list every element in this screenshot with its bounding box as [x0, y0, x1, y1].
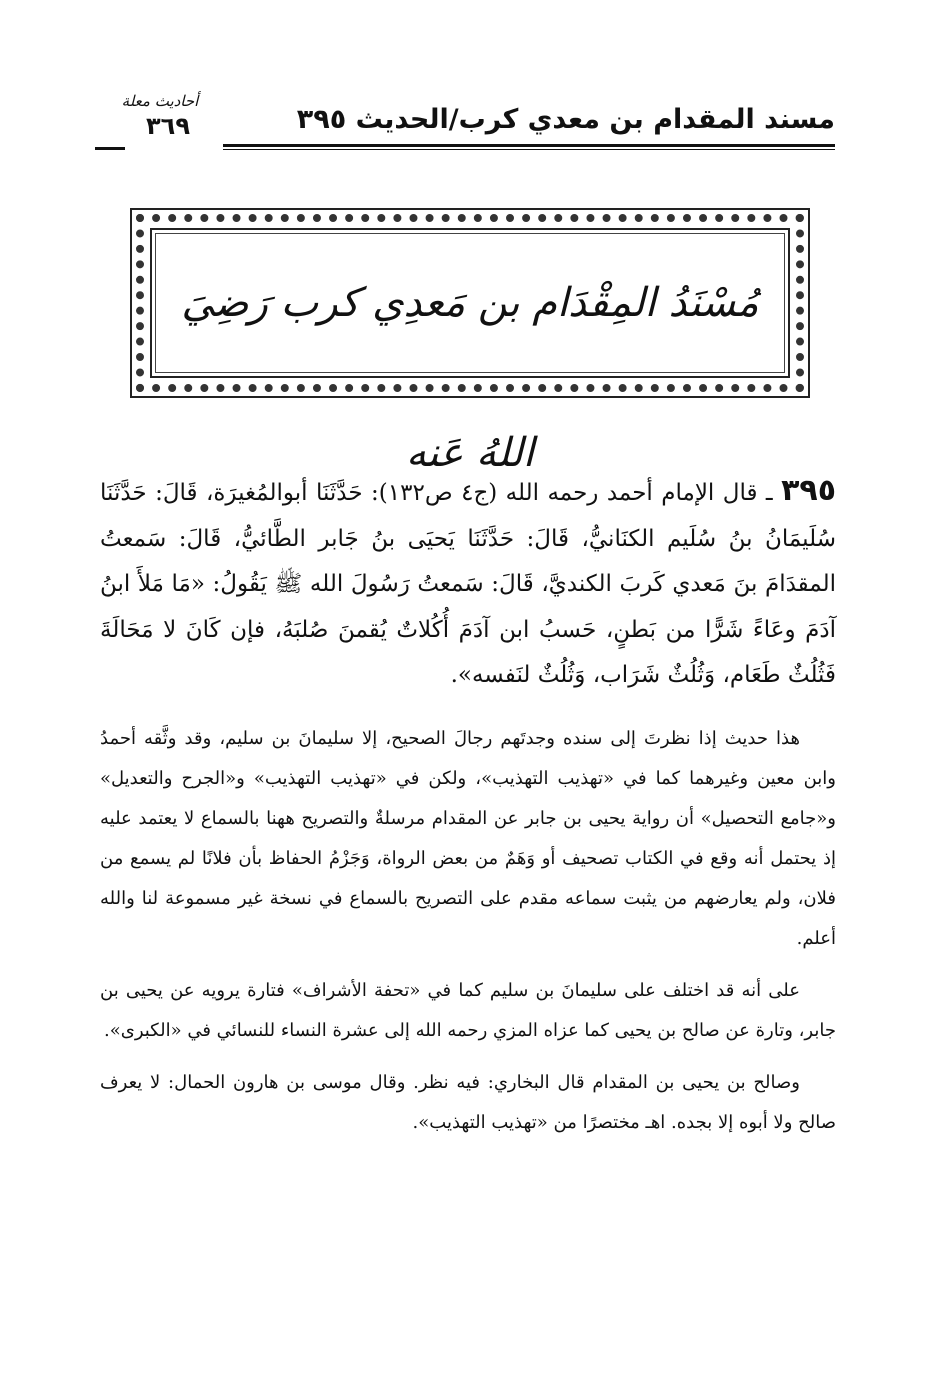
header-rule [223, 144, 835, 147]
header-title: مسند المقدام بن معدي كرب/الحديث ٣٩٥ [296, 104, 835, 135]
header-dash [95, 147, 125, 150]
header-note: أحاديث معلة [121, 92, 199, 110]
hadith-text: قال الإمام أحمد رحمه الله (ج٤ ص١٣٢): حَدَّثَنَا أبوالمُغيرَة، قَالَ: حَدَّثَنَا سُلَيمَانُ بنُ سُلَيم الكنَانيُّ، قَالَ: حَدَّثَنَا يَحيَى بنُ جَابر الطَّائيُّ، قَالَ: سَمعتُ المقدَامَ بنَ مَعدي كَربَ الكنديَّ، قَالَ: سَمعتُ رَسُولَ الله ﷺ يَقُولُ: «مَا مَلأَ ابنُ آدَمَ وعَاءً شَرًّا من بَطنٍ، حَسبُ ابن آدَمَ أُكُلاتٌ يُقمنَ صُلبَهُ، فإن كَانَ لا مَحَالَةَ فَثُلُثٌ طَعَام، وَثُلُثٌ شَرَاب، وَثُلُثٌ لنَفسه». [100, 480, 836, 688]
commentary-paragraph-2: على أنه قد اختلف على سليمانَ بن سليم كما في «تحفة الأشراف» فتارة يرويه عن يحيى بن جابر، وتارة عن صالح بن يحيى كما عزاه المزي رحمه الله إلى عشرة النساء للنسائي في «الكبرى». [100, 979, 836, 1041]
hadith-paragraph: ٣٩٥ ـ قال الإمام أحمد رحمه الله (ج٤ ص١٣٢): حَدَّثَنَا أبوالمُغيرَة، قَالَ: حَدَّثَنَا سُلَيمَانُ بنُ سُلَيم الكنَانيُّ، قَالَ: حَدَّثَنَا يَحيَى بنُ جَابر الطَّائيُّ، قَالَ: سَمعتُ المقدَامَ بنَ مَعدي كَربَ الكنديَّ، قَالَ: سَمعتُ رَسُولَ الله ﷺ يَقُولُ: «مَا مَلأَ ابنُ آدَمَ وعَاءً شَرًّا من بَطنٍ، حَسبُ ابن آدَمَ أُكُلاتٌ يُقمنَ صُلبَهُ، فإن كَانَ لا مَحَالَةَ فَثُلُثٌ طَعَام، وَثُلُثٌ شَرَاب، وَثُلُثٌ لنَفسه». [100, 473, 837, 688]
page-header [95, 90, 835, 160]
main-content [100, 468, 836, 1143]
page-number: ٣٦٩ [146, 112, 190, 140]
commentary-paragraph-1: هذا حديث إذا نظرتَ إلى سنده وجدتَهم رجالَ الصحيح، إلا سليمانَ بن سليم، وقد وثَّقه أحمدُ وابن معين وغيرهما كما في «تهذيب التهذيب»، ولكن في «تهذيب التهذيب» و«الجرح والتعديل» و«جامع التحصيل» أن رواية يحيى بن جابر عن المقدام مرسلةٌ والتصريح ههنا بالسماع لا يعتمد عليه إذ يحتمل أنه وقع في الكتاب تصحيف أو وَهَمٌ من بعض الرواة، وَجَزْمُ الحفاظ بأن فلانًا لم يسمع من فلان، ولم يعارضهم من يثبت سماعه مقدم على التصريح بالسماع في نسخة غير مسموعة لنا والله أعلم. [100, 727, 836, 949]
commentary-paragraph-3: وصالح بن يحيى بن المقدام قال البخاري: فيه نظر. وقال موسى بن هارون الحمال: لا يعرف صالح ولا أبوه إلا بجده. اهـ مختصرًا من «تهذيب التهذيب». [100, 1071, 836, 1133]
section-title: مُسْنَدُ المِقْدَام بن مَعدِي كرب رَضِيَ اللهُ عَنه [181, 280, 759, 476]
hadith-number: ٣٩٥ [781, 473, 837, 508]
header-rule-thin [223, 149, 835, 150]
